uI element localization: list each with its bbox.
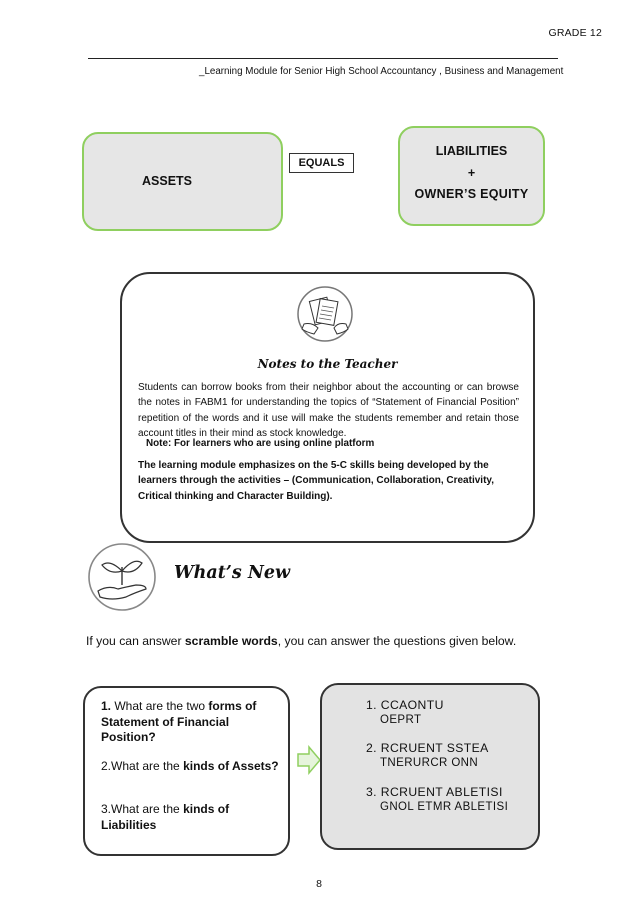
notes-body: Students can borrow books from their neighbor about the accounting or can browse the notes in FABM1 for understanding the topics of “Statement of Financial Position” repetition of the words and it use will make the students remember and retain those account titles in their mind as stock knowledge. (138, 382, 519, 439)
plus-sign: + (467, 166, 476, 180)
scrambled-word-item: 2. RCRUENT SSTEA TNERURCR ONN (366, 741, 489, 769)
scrambled-words-box (320, 683, 540, 850)
grade-label: GRADE 12 (548, 27, 602, 39)
assets-label: ASSETS (142, 174, 193, 188)
page-number: 8 (316, 878, 322, 890)
scramble-words-emphasis: scramble words (184, 634, 278, 648)
questions-box (83, 686, 290, 856)
equals-box: EQUALS (289, 153, 354, 173)
scrambled-word-item: 1. CCAONTU OEPRT (366, 698, 444, 726)
question-item: 3.What are the kinds of Liabilities (101, 802, 230, 832)
assets-box (82, 132, 283, 231)
question-item: 2.What are the kinds of Assets? (101, 759, 279, 773)
plant-in-hand-icon (86, 541, 158, 613)
liabilities-label: LIABILITIES (435, 144, 508, 158)
papers-in-hands-icon (290, 284, 360, 344)
online-platform-note: Note: For learners who are using online platform (146, 438, 375, 449)
notes-title: Notes to the Teacher (257, 357, 398, 371)
scramble-intro-text: If you can answer scramble words, you can answer the questions given below. (86, 634, 517, 648)
module-subtitle: _Learning Module for Senior High School Accountancy , Business and Management (199, 66, 564, 77)
whats-new-title: What’s New (174, 563, 291, 583)
scrambled-word-item: 3. RCRUENT ABLETISI GNOL ETMR ABLETISI (366, 785, 509, 813)
question-item: 1. What are the two forms of Statement of Financial Position? (101, 699, 257, 744)
header-rule (88, 58, 558, 59)
five-c-skills-note: The learning module emphasizes on the 5-C skills being developed by the learners through the activities – (Communication, Collaboration, Creativity, Critical thinking and Character Building). (138, 460, 494, 502)
owners-equity-label: OWNER’S EQUITY (414, 187, 529, 201)
right-arrow-icon (297, 745, 321, 775)
liabilities-equity-box (398, 126, 545, 226)
